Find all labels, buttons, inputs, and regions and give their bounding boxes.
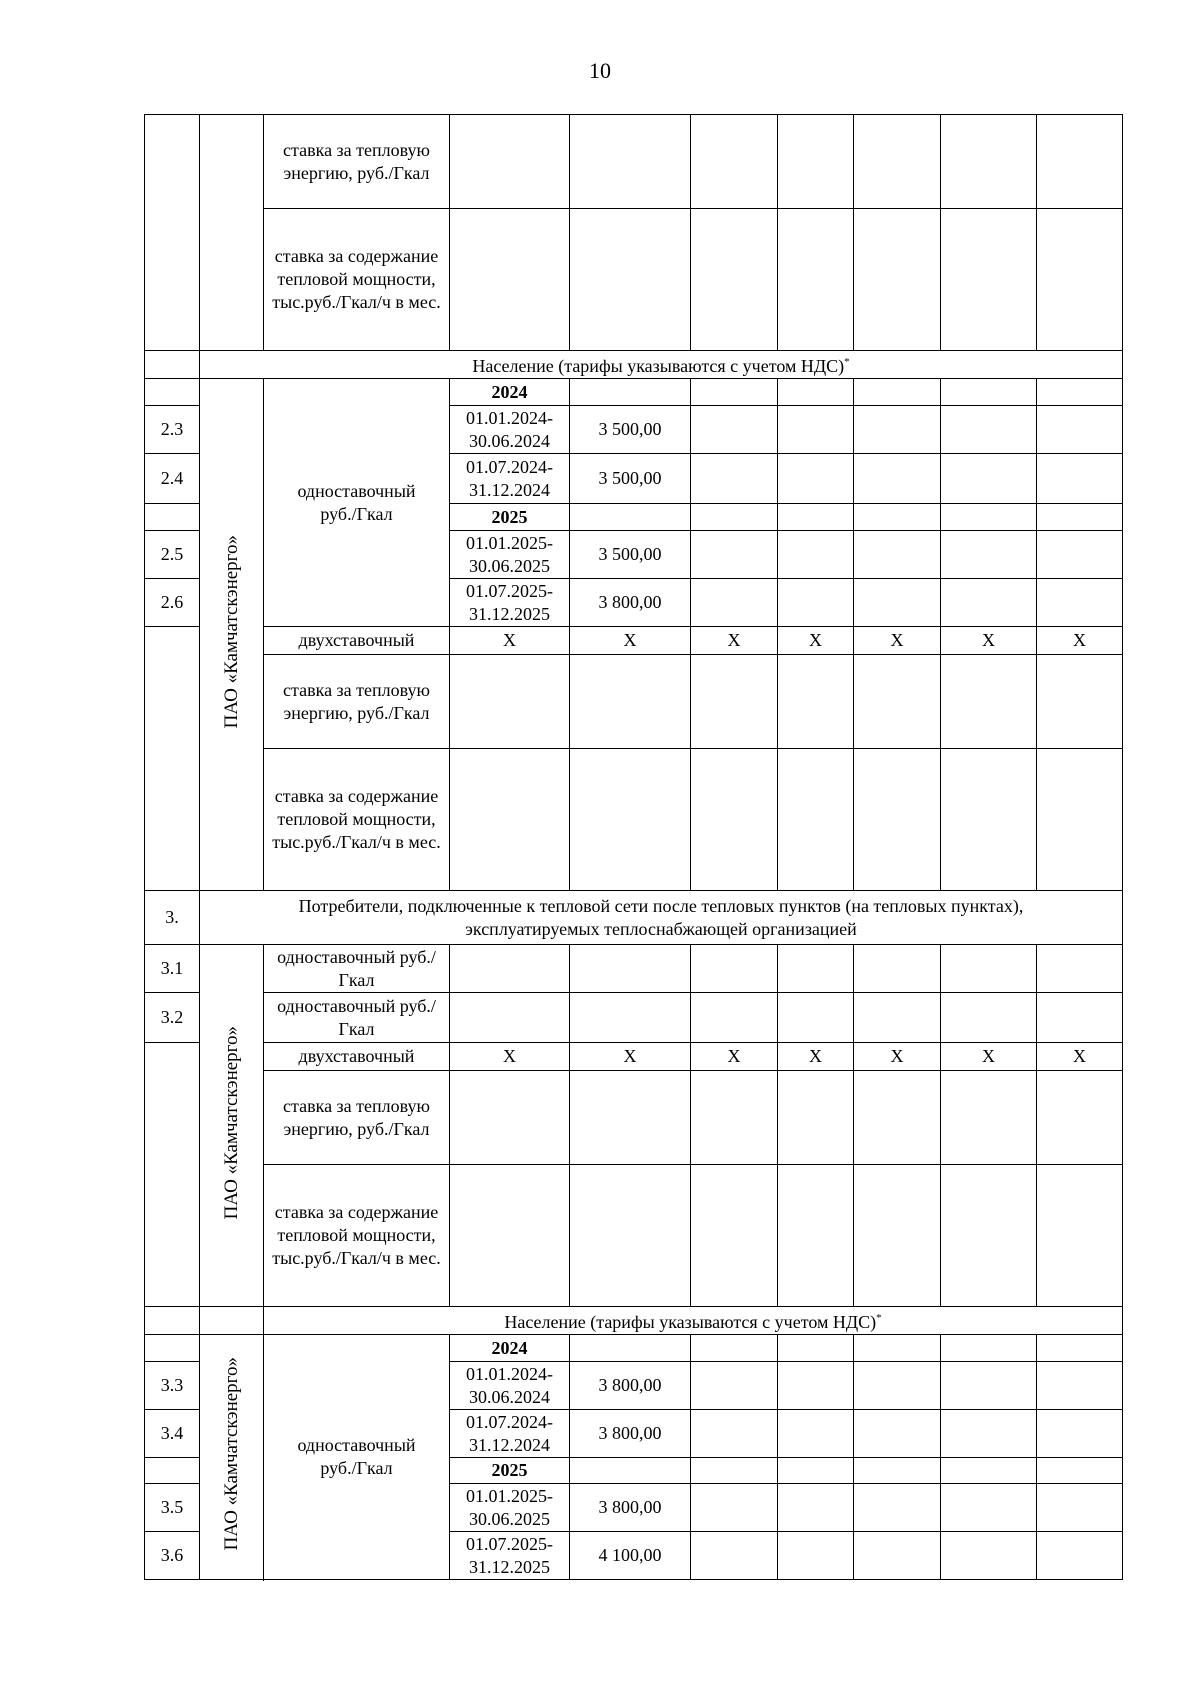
table-row	[145, 209, 1123, 351]
row-number: 2.4	[145, 454, 200, 504]
two-rate-label: двухставочный	[264, 627, 450, 655]
two-rate-row	[145, 627, 1123, 655]
tariff-table	[144, 114, 1123, 1580]
tariff-value: 4 100,00	[570, 1532, 691, 1580]
two-rate-row	[145, 1043, 1123, 1071]
year-row	[145, 1335, 1123, 1362]
page-number: 10	[589, 58, 611, 83]
one-rate-label: одноставочный руб./Гкал	[264, 993, 450, 1043]
tariff-value: 3 800,00	[570, 1410, 691, 1458]
population-header: Население (тарифы указываются с учетом НДС)*	[200, 351, 1123, 379]
x-mark: Х	[450, 627, 570, 655]
table-row	[145, 115, 1123, 209]
table-row	[145, 945, 1123, 993]
section-header-row	[145, 1307, 1123, 1335]
section-header-row	[145, 351, 1123, 379]
table-row	[145, 1071, 1123, 1165]
row-number: 2.3	[145, 406, 200, 454]
period: 01.07.2024-31.12.2024	[450, 1410, 570, 1458]
period: 01.07.2025-31.12.2025	[450, 1532, 570, 1580]
year-label: 2025	[450, 504, 570, 531]
org-name-cell: ПАО «Камчатскэнерго»	[200, 379, 264, 891]
rate-power-label: ставка за содержание тепловой мощности, тыс.руб./Гкал/ч в мес.	[264, 209, 450, 351]
one-rate-label: одноставочный руб./Гкал	[264, 1335, 450, 1580]
x-mark: Х	[778, 1043, 854, 1071]
x-mark: Х	[854, 627, 941, 655]
row-number: 3.6	[145, 1532, 200, 1580]
org-name-cell: ПАО «Камчатскэнерго»	[200, 1335, 264, 1580]
rate-power-label: ставка за содержание тепловой мощности, тыс.руб./Гкал/ч в мес.	[264, 749, 450, 891]
x-mark: Х	[691, 1043, 778, 1071]
section-title: Потребители, подключенные к тепловой сети после тепловых пунктов (на тепловых пунктах), эксплуатируемых теплоснабжающей организацией	[200, 891, 1123, 945]
x-mark: Х	[941, 1043, 1037, 1071]
row-number: 3.2	[145, 993, 200, 1043]
year-label: 2024	[450, 379, 570, 406]
row-number: 2.6	[145, 579, 200, 627]
x-mark: Х	[1037, 627, 1123, 655]
year-label: 2024	[450, 1335, 570, 1362]
table-row	[145, 993, 1123, 1043]
period: 01.07.2025-31.12.2025	[450, 579, 570, 627]
tariff-value: 3 800,00	[570, 579, 691, 627]
population-header: Население (тарифы указываются с учетом НДС)*	[264, 1307, 1123, 1335]
row-number: 3.3	[145, 1362, 200, 1410]
table-row	[145, 1165, 1123, 1307]
table-row	[145, 749, 1123, 891]
x-mark: Х	[941, 627, 1037, 655]
tariff-value: 3 500,00	[570, 406, 691, 454]
period: 01.01.2025-30.06.2025	[450, 1484, 570, 1532]
org-name-cell: ПАО «Камчатскэнерго»	[200, 945, 264, 1307]
tariff-value: 3 500,00	[570, 454, 691, 504]
period: 01.01.2025-30.06.2025	[450, 531, 570, 579]
rate-heat-label: ставка за тепловую энергию, руб./Гкал	[264, 1071, 450, 1165]
row-number: 3.1	[145, 945, 200, 993]
tariff-value: 3 800,00	[570, 1484, 691, 1532]
row-number: 3.4	[145, 1410, 200, 1458]
tariff-value: 3 800,00	[570, 1362, 691, 1410]
period: 01.07.2024-31.12.2024	[450, 454, 570, 504]
rate-power-label: ставка за содержание тепловой мощности, тыс.руб./Гкал/ч в мес.	[264, 1165, 450, 1307]
section-header-row	[145, 891, 1123, 945]
two-rate-label: двухставочный	[264, 1043, 450, 1071]
rate-heat-label: ставка за тепловую энергию, руб./Гкал	[264, 115, 450, 209]
year-label: 2025	[450, 1458, 570, 1484]
x-mark: Х	[570, 1043, 691, 1071]
table-row	[145, 655, 1123, 749]
section-number: 3.	[145, 891, 200, 945]
year-row	[145, 379, 1123, 406]
one-rate-label: одноставочный руб./Гкал	[264, 379, 450, 627]
x-mark: Х	[854, 1043, 941, 1071]
period: 01.01.2024-30.06.2024	[450, 406, 570, 454]
x-mark: Х	[691, 627, 778, 655]
x-mark: Х	[778, 627, 854, 655]
tariff-value: 3 500,00	[570, 531, 691, 579]
x-mark: Х	[570, 627, 691, 655]
x-mark: Х	[1037, 1043, 1123, 1071]
row-number: 3.5	[145, 1484, 200, 1532]
one-rate-label: одноставочный руб./Гкал	[264, 945, 450, 993]
row-number: 2.5	[145, 531, 200, 579]
x-mark: Х	[450, 1043, 570, 1071]
rate-heat-label: ставка за тепловую энергию, руб./Гкал	[264, 655, 450, 749]
period: 01.01.2024-30.06.2024	[450, 1362, 570, 1410]
